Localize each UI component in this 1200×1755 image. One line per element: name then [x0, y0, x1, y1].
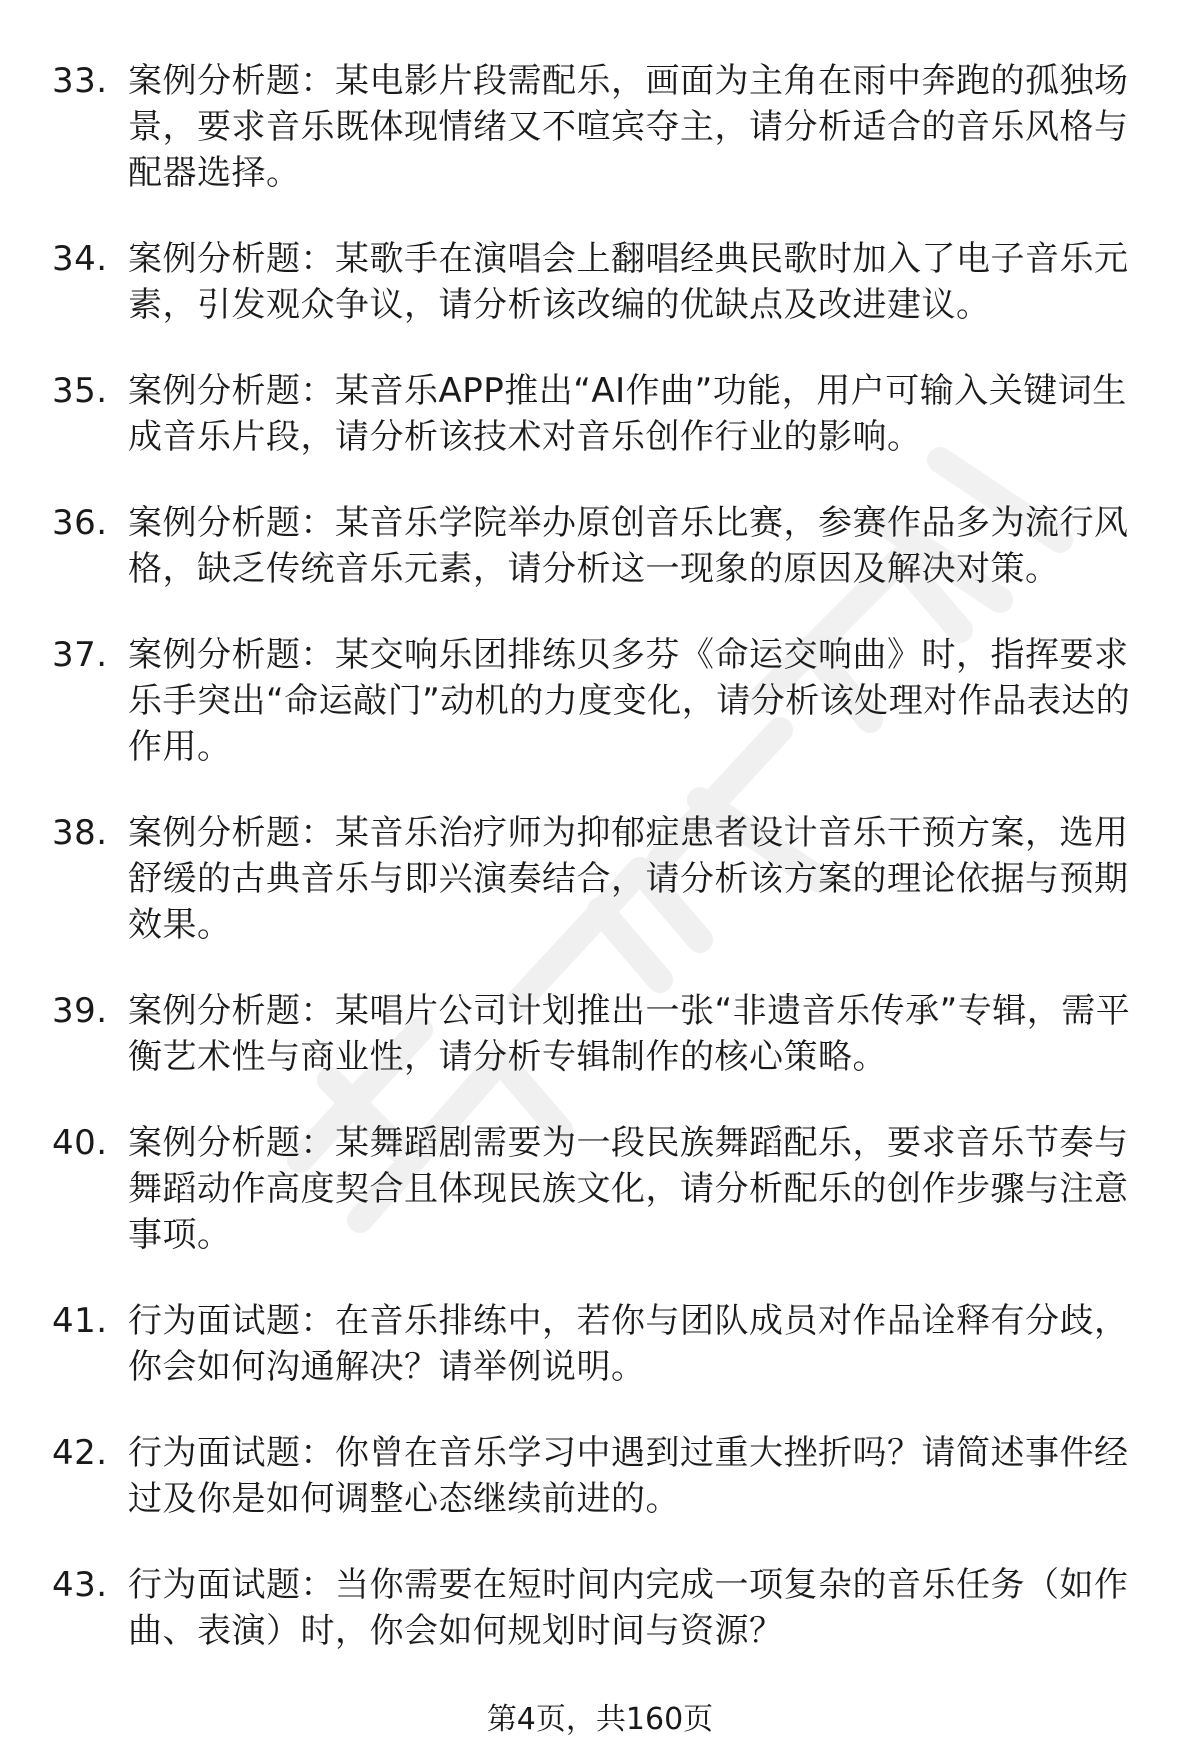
- question-text: 行为面试题：当你需要在短时间内完成一项复杂的音乐任务（如作曲、表演）时，你会如何规划时间与资源？: [128, 1565, 1129, 1651]
- list-item: [0, 1562, 1200, 1654]
- list-item: [0, 810, 1200, 948]
- list-item: [0, 58, 1200, 196]
- question-text: 案例分析题：某音乐治疗师为抑郁症患者设计音乐干预方案，选用舒缓的古典音乐与即兴演奏结合，请分析该方案的理论依据与预期效果。: [128, 813, 1129, 945]
- question-text: 行为面试题：在音乐排练中，若你与团队成员对作品诠释有分歧，你会如何沟通解决？请举例说明。: [128, 1301, 1129, 1387]
- question-text: 案例分析题：某音乐学院举办原创音乐比赛，参赛作品多为流行风格，缺乏传统音乐元素，请分析这一现象的原因及解决对策。: [128, 503, 1129, 589]
- question-number: 37.: [52, 635, 108, 675]
- list-item: [0, 1298, 1200, 1390]
- page-number-label: 第4页，共160页: [486, 1702, 714, 1737]
- question-number: 40.: [52, 1123, 108, 1163]
- question-text: 行为面试题：你曾在音乐学习中遇到过重大挫折吗？请简述事件经过及你是如何调整心态继续前进的。: [128, 1433, 1129, 1519]
- question-text: 案例分析题：某音乐APP推出“AI作曲”功能，用户可输入关键词生成音乐片段，请分析该技术对音乐创作行业的影响。: [128, 371, 1127, 457]
- question-text: 案例分析题：某舞蹈剧需要为一段民族舞蹈配乐，要求音乐节奏与舞蹈动作高度契合且体现民族文化，请分析配乐的创作步骤与注意事项。: [128, 1123, 1129, 1255]
- question-number: 43.: [52, 1565, 108, 1605]
- list-item: [0, 988, 1200, 1080]
- list-item: [0, 1430, 1200, 1522]
- page-footer: [0, 1700, 1200, 1740]
- list-item: [0, 632, 1200, 770]
- list-item: [0, 1120, 1200, 1258]
- question-text: 案例分析题：某电影片段需配乐，画面为主角在雨中奔跑的孤独场景，要求音乐既体现情绪又不喧宾夺主，请分析适合的音乐风格与配器选择。: [128, 61, 1129, 193]
- question-text: 案例分析题：某歌手在演唱会上翻唱经典民歌时加入了电子音乐元素，引发观众争议，请分析该改编的优缺点及改进建议。: [128, 239, 1129, 325]
- question-text: 案例分析题：某交响乐团排练贝多芬《命运交响曲》时，指挥要求乐手突出“命运敲门”动机的力度变化，请分析该处理对作品表达的作用。: [128, 635, 1131, 767]
- question-list: [0, 58, 1200, 1694]
- question-number: 33.: [52, 61, 108, 101]
- question-number: 38.: [52, 813, 108, 853]
- question-number: 42.: [52, 1433, 108, 1473]
- question-text: 案例分析题：某唱片公司计划推出一张“非遗音乐传承”专辑，需平衡艺术性与商业性，请分析专辑制作的核心策略。: [128, 991, 1131, 1077]
- list-item: [0, 236, 1200, 328]
- question-number: 35.: [52, 371, 108, 411]
- question-number: 41.: [52, 1301, 108, 1341]
- question-number: 34.: [52, 239, 108, 279]
- question-number: 39.: [52, 991, 108, 1031]
- list-item: [0, 368, 1200, 460]
- question-number: 36.: [52, 503, 108, 543]
- list-item: [0, 500, 1200, 592]
